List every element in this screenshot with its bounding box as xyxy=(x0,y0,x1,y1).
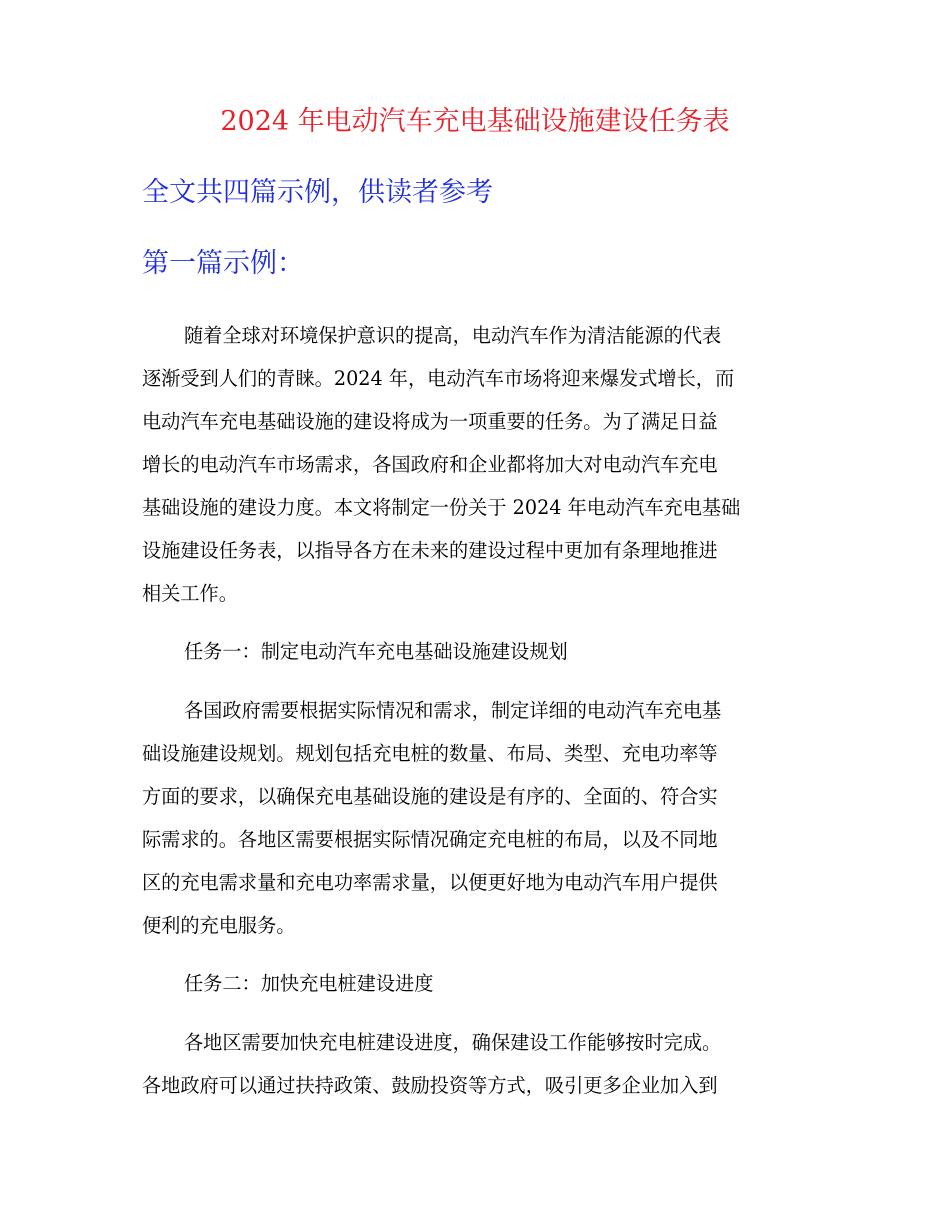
paragraph-line: 各国政府需要根据实际情况和需求，制定详细的电动汽车充电基 xyxy=(184,699,722,722)
paragraph-line: 逐渐受到人们的青睐。2024 年，电动汽车市场将迎来爆发式增长，而 xyxy=(142,367,735,390)
paragraph-line: 区的充电需求量和充电功率需求量，以便更好地为电动汽车用户提供 xyxy=(142,871,718,894)
paragraph-intro xyxy=(142,314,814,615)
paragraph-line: 相关工作。 xyxy=(142,582,238,605)
paragraph-line: 各地区需要加快充电桩建设进度，确保建设工作能够按时完成。 xyxy=(184,1031,722,1054)
paragraph-task-one xyxy=(142,689,814,947)
paragraph-line: 各地政府可以通过扶持政策、鼓励投资等方式，吸引更多企业加入到 xyxy=(142,1074,718,1097)
paragraph-line: 电动汽车充电基础设施的建设将成为一项重要的任务。为了满足日益 xyxy=(142,410,718,433)
paragraph-task-two xyxy=(142,1021,814,1107)
task-one-heading xyxy=(142,630,814,673)
paragraph-line: 便利的充电服务。 xyxy=(142,914,296,937)
section-heading: 第一篇示例： xyxy=(142,248,304,279)
paragraph-line: 随着全球对环境保护意识的提高，电动汽车作为清洁能源的代表 xyxy=(184,324,722,347)
paragraph-line: 方面的要求，以确保充电基础设施的建设是有序的、全面的、符合实 xyxy=(142,785,718,808)
document-title: 2024 年电动汽车充电基础设施建设任务表 xyxy=(220,106,730,137)
paragraph-line: 任务一：制定电动汽车充电基础设施建设规划 xyxy=(184,640,568,663)
paragraph-line: 设施建设任务表，以指导各方在未来的建设过程中更加有条理地推进 xyxy=(142,539,718,562)
document-subtitle: 全文共四篇示例，供读者参考 xyxy=(142,177,493,208)
paragraph-line: 任务二：加快充电桩建设进度 xyxy=(184,972,434,995)
paragraph-line: 基础设施的建设力度。本文将制定一份关于 2024 年电动汽车充电基础 xyxy=(142,496,741,519)
task-two-heading xyxy=(142,962,814,1005)
paragraph-line: 际需求的。各地区需要根据实际情况确定充电桩的布局，以及不同地 xyxy=(142,828,718,851)
paragraph-line: 增长的电动汽车市场需求，各国政府和企业都将加大对电动汽车充电 xyxy=(142,453,718,476)
paragraph-line: 础设施建设规划。规划包括充电桩的数量、布局、类型、充电功率等 xyxy=(142,742,718,765)
